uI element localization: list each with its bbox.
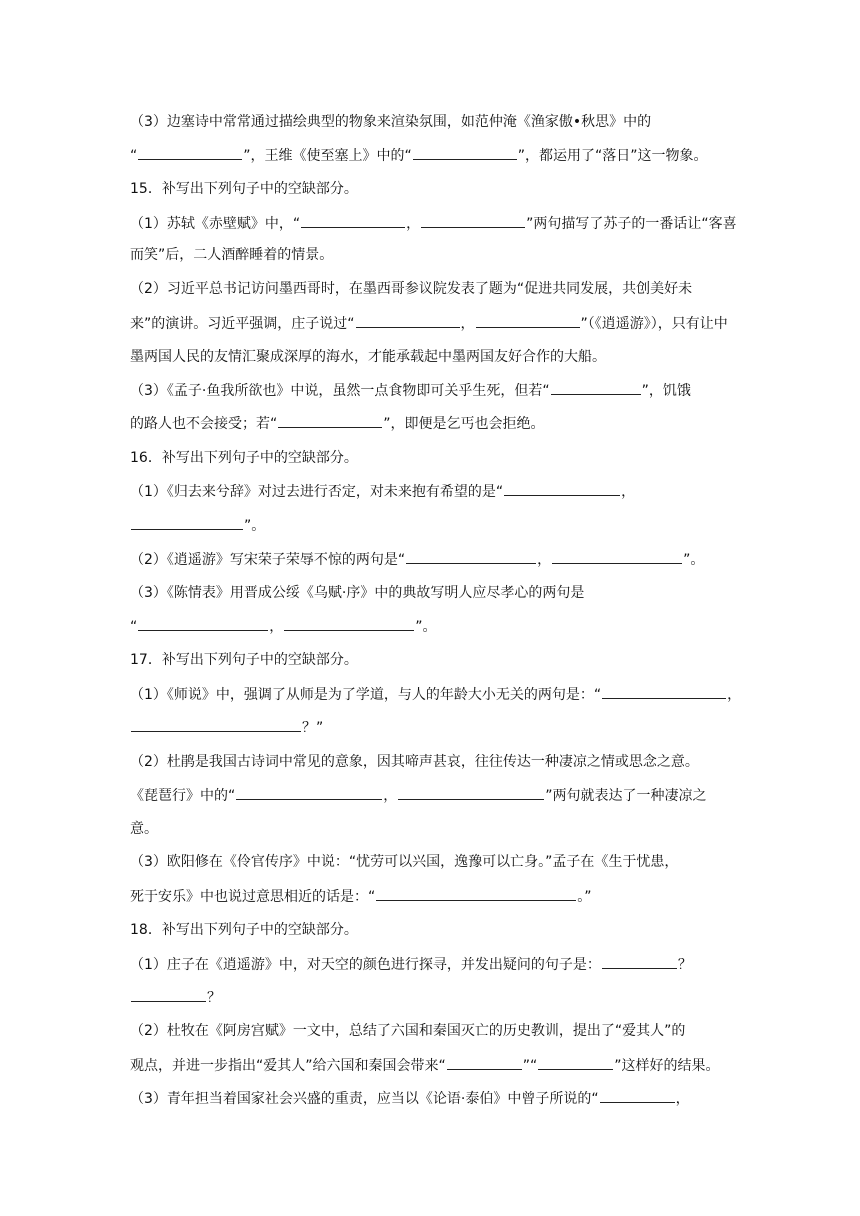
- text-segment: 墨两国人民的友情汇聚成深厚的海水，才能承载起中墨两国友好合作的大船。: [130, 349, 606, 365]
- text-segment: 观点，并进一步指出“爱其人”给六国和秦国会带来“: [130, 1058, 446, 1074]
- text-segment: （2）杜鹃是我国古诗词中常见的意象，因其啼声甚哀，往往传达一种凄凉之情或思念之意。: [130, 754, 699, 770]
- q15-3-line1: [130, 381, 691, 400]
- text-segment: ？: [207, 990, 221, 1006]
- answer-blank[interactable]: [602, 685, 726, 699]
- answer-blank[interactable]: [552, 550, 682, 564]
- q17-2-line1: [130, 753, 699, 771]
- text-segment: （3）青年担当着国家社会兴盛的重责，应当以《论语·泰伯》中曾子所说的“: [130, 1091, 599, 1107]
- answer-blank[interactable]: [406, 550, 536, 564]
- q17-1-line1: [130, 685, 741, 704]
- q14-3-line2: [130, 146, 708, 165]
- text-segment: ”两句就表达了一种凄凉之: [545, 788, 707, 804]
- text-segment: ”，即便是乞丐也会拒绝。: [383, 416, 545, 432]
- text-segment: 的路人也不会接受；若“: [130, 416, 278, 432]
- answer-blank[interactable]: [131, 988, 206, 1002]
- text-segment: ”，王维《使至塞上》中的“: [243, 148, 412, 164]
- answer-blank[interactable]: [504, 482, 620, 496]
- question-16-heading: [130, 449, 358, 467]
- text-segment: ，: [537, 552, 552, 568]
- text-segment: ，: [269, 619, 284, 635]
- text-segment: （3）欧阳修在《伶官传序》中说：“忧劳可以兴国，逸豫可以亡身。”孟子在《生于忧患，: [130, 854, 679, 870]
- q15-1-line1: [130, 214, 737, 233]
- answer-blank[interactable]: [398, 786, 544, 800]
- q17-3-line2: [130, 887, 592, 906]
- text-segment: ？”: [302, 720, 324, 736]
- text-segment: 15．补写出下列句子中的空缺部分。: [130, 181, 358, 197]
- answer-blank[interactable]: [447, 1056, 522, 1070]
- text-segment: ”，都运用了“落日”这一物象。: [517, 148, 708, 164]
- q16-1-line2: [130, 516, 265, 535]
- text-segment: （2）习近平总书记访问墨西哥时，在墨西哥参议院发表了题为“促进共同发展，共创美好未: [130, 281, 693, 297]
- answer-blank[interactable]: [376, 887, 576, 901]
- answer-blank[interactable]: [138, 146, 242, 160]
- q18-1-line1: [130, 955, 692, 974]
- q17-2-line2: [130, 786, 707, 805]
- answer-blank[interactable]: [138, 617, 268, 631]
- answer-blank[interactable]: [236, 786, 382, 800]
- text-segment: ”“: [522, 1058, 538, 1074]
- q15-3-line2: [130, 414, 545, 433]
- text-segment: ”。: [415, 619, 437, 635]
- text-segment: 死于安乐》中也说过意思相近的话是：“: [130, 889, 376, 905]
- text-segment: （1）庄子在《逍遥游》中，对天空的颜色进行探寻，并发出疑问的句子是：: [130, 957, 601, 973]
- answer-blank[interactable]: [538, 1056, 613, 1070]
- answer-blank[interactable]: [421, 214, 525, 228]
- answer-blank[interactable]: [551, 381, 641, 395]
- answer-blank[interactable]: [476, 314, 580, 328]
- text-segment: （1）苏轼《赤壁赋》中，“: [130, 216, 301, 232]
- text-segment: ，: [727, 687, 742, 703]
- text-segment: ”（《逍遥游》），只有让中: [580, 316, 728, 332]
- question-17-heading: [130, 651, 358, 669]
- text-segment: （3）《陈情表》用晋成公绥《乌赋·序》中的典故写明人应尽孝心的两句是: [130, 585, 585, 601]
- answer-blank[interactable]: [131, 516, 243, 530]
- text-segment: 16．补写出下列句子中的空缺部分。: [130, 450, 358, 466]
- text-segment: 意。: [130, 821, 158, 837]
- question-15-heading: [130, 180, 358, 198]
- answer-blank[interactable]: [278, 414, 382, 428]
- text-segment: “: [130, 619, 138, 635]
- text-segment: ，: [621, 484, 636, 500]
- answer-blank[interactable]: [356, 314, 460, 328]
- text-segment: 而笑”后，二人酒醉睡着的情景。: [130, 247, 334, 263]
- answer-blank[interactable]: [284, 617, 414, 631]
- text-segment: （1）《归去来兮辞》对过去进行否定，对未来抱有希望的是“: [130, 484, 504, 500]
- q15-1-line2: [130, 246, 333, 264]
- text-segment: 17．补写出下列句子中的空缺部分。: [130, 652, 358, 668]
- text-segment: ，: [675, 1091, 690, 1107]
- text-segment: ”，饥饿: [641, 383, 691, 399]
- q16-2-line: [130, 550, 704, 569]
- q17-3-line1: [130, 853, 678, 871]
- text-segment: “: [130, 148, 138, 164]
- q18-3-line1: [130, 1089, 690, 1108]
- q17-2-line3: [130, 820, 158, 838]
- text-segment: （2）杜牧在《阿房宫赋》一文中，总结了六国和秦国灭亡的历史教训，提出了“爱其人”的: [130, 1023, 686, 1039]
- answer-blank[interactable]: [600, 1089, 675, 1103]
- answer-blank[interactable]: [301, 214, 405, 228]
- q15-2-line2: [130, 314, 728, 333]
- q17-1-line2: [130, 718, 323, 737]
- text-segment: 18．补写出下列句子中的空缺部分。: [130, 922, 358, 938]
- text-segment: ，: [460, 316, 475, 332]
- q16-3-line1: [130, 584, 584, 602]
- text-segment: ？: [677, 957, 692, 973]
- text-segment: ”这样好的结果。: [614, 1058, 720, 1074]
- text-segment: ，: [406, 216, 421, 232]
- q15-2-line1: [130, 280, 692, 298]
- q16-3-line2: [130, 617, 437, 636]
- text-segment: （3）边塞诗中常常通过描绘典型的物象来渲染氛围，如范仲淹《渔家傲•秋思》中的: [130, 114, 652, 130]
- q14-3-line1: [130, 113, 651, 131]
- q15-2-line3: [130, 348, 606, 366]
- text-segment: ”。: [244, 518, 266, 534]
- q18-2-line2: [130, 1056, 720, 1075]
- q16-1-line1: [130, 482, 635, 501]
- answer-blank[interactable]: [413, 146, 517, 160]
- text-segment: （2）《逍遥游》写宋荣子荣辱不惊的两句是“: [130, 552, 406, 568]
- text-segment: 。”: [577, 889, 592, 905]
- q18-1-line2: [130, 988, 221, 1007]
- answer-blank[interactable]: [131, 718, 301, 732]
- q18-2-line1: [130, 1022, 685, 1040]
- text-segment: 来”的演讲。习近平强调，庄子说过“: [130, 316, 355, 332]
- text-segment: ”。: [683, 552, 705, 568]
- answer-blank[interactable]: [602, 955, 677, 969]
- text-segment: ，: [383, 788, 398, 804]
- text-segment: 《琵琶行》中的“: [130, 788, 236, 804]
- question-18-heading: [130, 921, 358, 939]
- text-segment: （3）《孟子·鱼我所欲也》中说，虽然一点食物即可关乎生死，但若“: [130, 383, 550, 399]
- text-segment: ”两句描写了苏子的一番话让“客喜: [526, 216, 737, 232]
- text-segment: （1）《师说》中，强调了从师是为了学道，与人的年龄大小无关的两句是：“: [130, 687, 602, 703]
